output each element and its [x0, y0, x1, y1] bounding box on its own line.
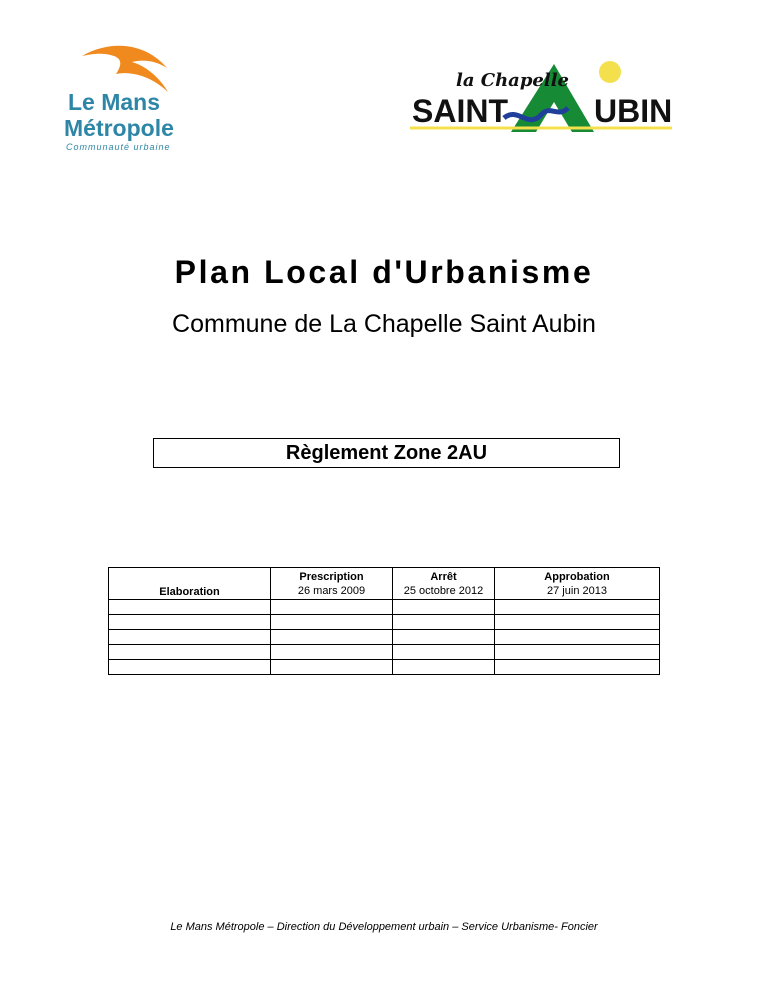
procedure-dates-table — [108, 567, 660, 675]
empty-cell — [393, 645, 495, 660]
prescription-date: 26 mars 2009 — [297, 584, 366, 597]
empty-cell — [271, 615, 393, 630]
table-row — [109, 645, 660, 660]
empty-cell — [109, 630, 271, 645]
empty-cell — [495, 645, 660, 660]
approbation-cell — [495, 568, 660, 600]
arret-date: 25 octobre 2012 — [403, 584, 484, 597]
document-title: Plan Local d'Urbanisme — [174, 254, 594, 290]
empty-cell — [109, 615, 271, 630]
empty-cell — [393, 660, 495, 675]
empty-cell — [271, 600, 393, 615]
zone-heading: Règlement Zone 2AU — [285, 441, 488, 464]
empty-cell — [495, 615, 660, 630]
document-subtitle: Commune de La Chapelle Saint Aubin — [172, 310, 596, 338]
empty-cell — [393, 615, 495, 630]
empty-cell — [271, 645, 393, 660]
prescription-cell — [271, 568, 393, 600]
empty-cell — [109, 600, 271, 615]
col-header-approbation: Approbation — [544, 570, 610, 583]
empty-cell — [109, 660, 271, 675]
approbation-date: 27 juin 2013 — [547, 584, 607, 597]
table-row — [109, 568, 660, 600]
arret-cell — [393, 568, 495, 600]
empty-cell — [393, 600, 495, 615]
lemans-line2: Métropole — [64, 115, 174, 141]
table-row — [109, 630, 660, 645]
le-mans-metropole-logo — [60, 40, 200, 155]
empty-cell — [393, 630, 495, 645]
la-chapelle-saint-aubin-logo — [408, 58, 672, 138]
table-row — [109, 615, 660, 630]
col-header-arret: Arrêt — [430, 570, 457, 583]
table-row — [109, 600, 660, 615]
lemans-line3: Communauté urbaine — [66, 142, 171, 152]
lemans-line1: Le Mans — [68, 89, 161, 115]
sun-icon — [599, 61, 621, 83]
zone-heading-box — [153, 438, 620, 468]
empty-cell — [271, 630, 393, 645]
empty-cell — [495, 630, 660, 645]
col-header-prescription: Prescription — [299, 570, 364, 583]
chapelle-right-word: UBIN — [594, 93, 672, 129]
page-footer: Le Mans Métropole – Direction du Développement urbain – Service Urbanisme- Foncier — [170, 921, 598, 933]
empty-cell — [495, 660, 660, 675]
row-label: Elaboration — [159, 586, 220, 598]
chapelle-script: la Chapelle — [456, 70, 570, 91]
empty-cell — [495, 600, 660, 615]
bird-icon — [82, 46, 168, 92]
empty-cell — [109, 645, 271, 660]
row-label-cell — [109, 568, 271, 600]
table-row — [109, 660, 660, 675]
empty-cell — [271, 660, 393, 675]
chapelle-left-word: SAINT — [412, 93, 508, 129]
